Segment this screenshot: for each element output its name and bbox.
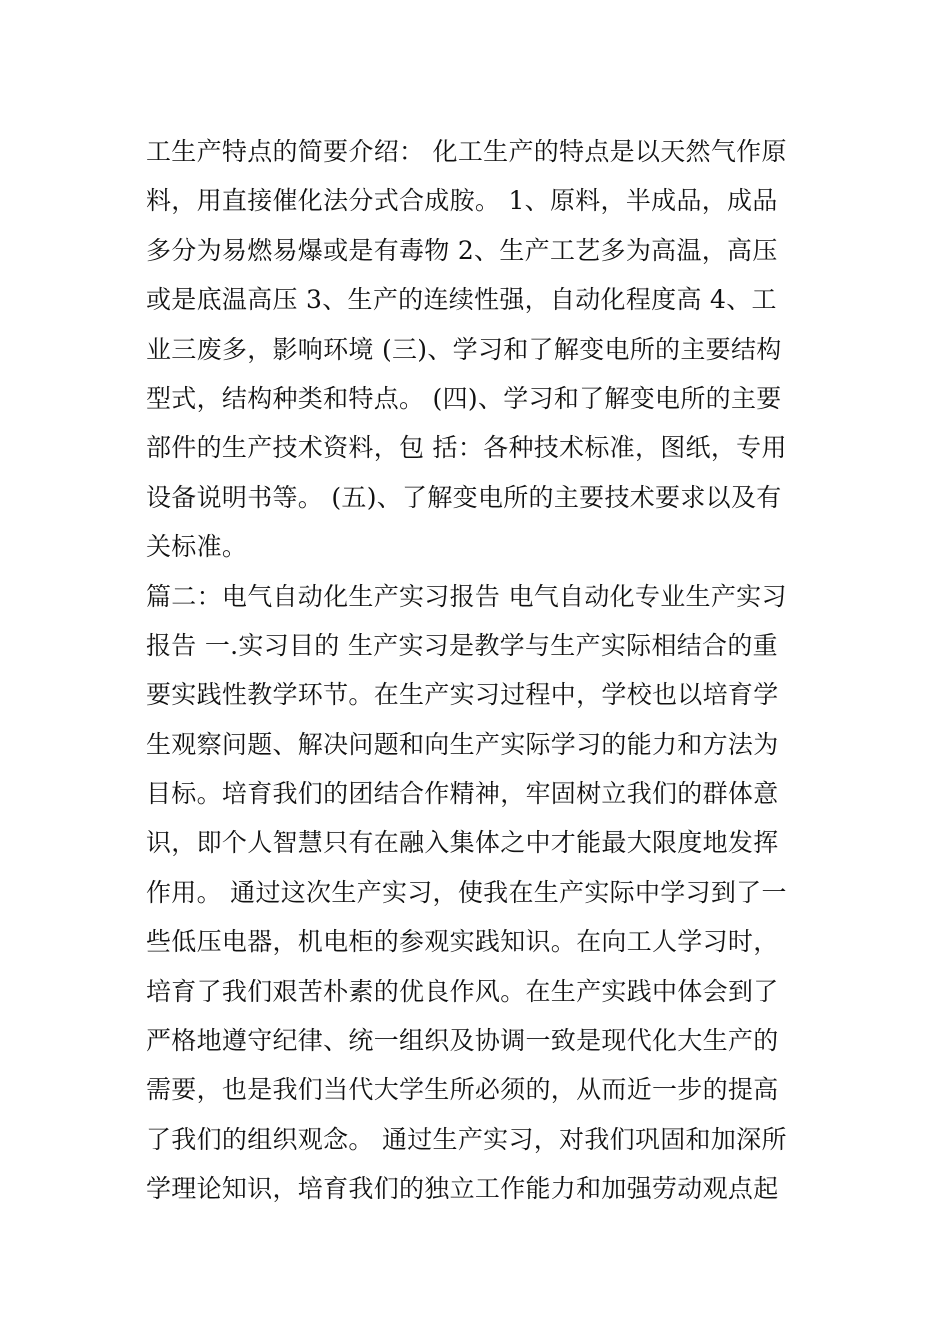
text-line: 生观察问题、解决问题和向生产实际学习的能力和方法为	[146, 729, 779, 759]
text-line: 工生产特点的简要介绍： 化工生产的特点是以天然气作原	[146, 137, 787, 166]
body-text	[146, 127, 810, 1214]
text-line: 了我们的组织观念。 通过生产实习，对我们巩固和加深所	[146, 1124, 787, 1154]
section-heading-line: 篇二：电气自动化生产实习报告 电气自动化专业生产实习	[146, 581, 787, 611]
text-line: 学理论知识，培育我们的独立工作能力和加强劳动观点起	[146, 1174, 779, 1204]
text-line: 多分为易燃易爆或是有毒物 2、生产工艺多为高温，高压	[146, 235, 778, 265]
text-line: 关标准。	[146, 532, 248, 562]
text-line: 报告 一.实习目的 生产实习是教学与生产实际相结合的重	[146, 630, 778, 660]
text-line: 料，用直接催化法分式合成胺。 1、原料，半成品，成品	[146, 186, 778, 216]
text-line: 目标。培育我们的团结合作精神，牢固树立我们的群体意	[146, 779, 779, 809]
text-line: 或是底温高压 3、生产的连续性强，自动化程度高 4、工	[146, 285, 777, 315]
text-line: 需要，也是我们当代大学生所必须的，从而近一步的提高	[146, 1075, 779, 1105]
text-line: 严格地遵守纪律、统一组织及协调一致是现代化大生产的	[146, 1026, 779, 1056]
text-line: 些低压电器，机电柜的参观实践知识。在向工人学习时，	[146, 927, 779, 957]
text-line: 作用。 通过这次生产实习，使我在生产实际中学习到了一	[146, 877, 787, 907]
text-line: 要实践性教学环节。在生产实习过程中，学校也以培育学	[146, 680, 779, 710]
text-line: 业三废多，影响环境 (三)、学习和了解变电所的主要结构	[146, 334, 782, 364]
text-line: 设备说明书等。 (五)、了解变电所的主要技术要求以及有	[146, 482, 782, 512]
text-line: 部件的生产技术资料，包 括：各种技术标准，图纸，专用	[146, 433, 787, 463]
text-line: 识，即个人智慧只有在融入集体之中才能最大限度地发挥	[146, 828, 779, 858]
text-line: 培育了我们艰苦朴素的优良作风。在生产实践中体会到了	[146, 976, 779, 1006]
text-line: 型式，结构种类和特点。 (四)、学习和了解变电所的主要	[146, 383, 782, 413]
